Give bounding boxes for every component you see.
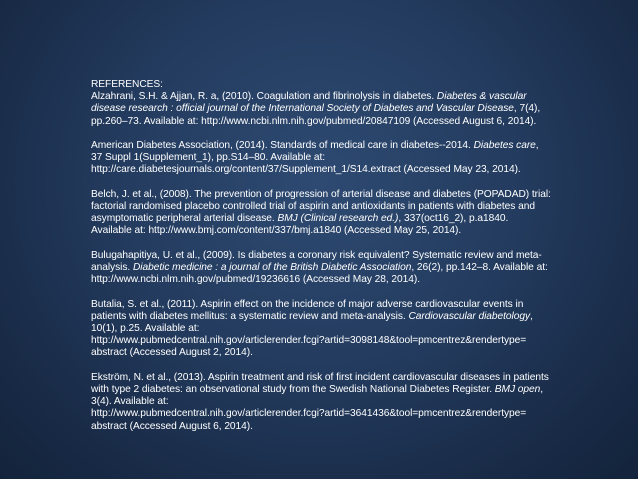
reference-entry-ekstrom <box>91 372 551 433</box>
references-text-block <box>91 79 551 433</box>
references-heading: REFERENCES: <box>91 79 163 90</box>
reference-text: , 337(oct16_2), p.a1840. Available at: http://www.bmj.com/content/337/bmj.a1840 (Accessed May 25, 2014). <box>91 213 509 237</box>
reference-text: Bulugahapitiya, U. et al., (2009). Is diabetes a coronary risk equivalent? Systematic review and meta-analysis. <box>91 249 542 273</box>
reference-text: Alzahrani, S.H. & Ajjan, R. a, (2010). Coagulation and fibrinolysis in diabetes. <box>91 91 437 103</box>
reference-journal: BMJ open <box>494 384 541 395</box>
reference-text: Ekström, N. et al., (2013). Aspirin treatment and risk of first incident cardiovascular diseases in patients with type 2 diabetes: an observational study from the Swedish National Diabetes Register. <box>91 371 549 395</box>
reference-text: , 7(4), pp.260–73. Available at: http://www.ncbi.nlm.nih.gov/pubmed/20847109 (Accessed August 6, 2014). <box>91 103 541 127</box>
reference-text: abstract (Accessed August 2, 2014). <box>91 347 253 359</box>
reference-entry-belch <box>91 189 551 238</box>
reference-journal: Diabetic medicine : a journal of the British Diabetic Association <box>132 262 412 273</box>
reference-entry-ada <box>91 140 551 177</box>
reference-journal: Diabetes care <box>473 140 536 151</box>
reference-entry-bulugahapitiya <box>91 250 551 287</box>
reference-text: , 10(1), p.25. Available at: <box>91 310 533 334</box>
reference-url: http://www.pubmedcentral.nih.gov/articlerender.fcgi?artid=3098148&tool=pmcentrez&rendertype= <box>91 335 527 347</box>
reference-journal: BMJ (Clinical research ed.) <box>277 213 399 225</box>
reference-text: Belch, J. et al., (2008). The prevention of progression of arterial disease and diabetes (POPADAD) trial: factorial randomised placebo controlled trial of aspirin and antioxidants in patients with diabetes and asymptomatic peripheral arterial disease. <box>91 188 551 225</box>
reference-text: , 26(2), pp.142–8. Available at: http://www.ncbi.nlm.nih.gov/pubmed/19236616 (Accessed May 28, 2014). <box>91 262 548 286</box>
reference-url: http://www.pubmedcentral.nih.gov/articlerender.fcgi?artid=3641436&tool=pmcentrez&rendertype= <box>91 408 527 420</box>
reference-text: , 3(4). Available at: <box>91 384 544 408</box>
reference-text: Butalia, S. et al., (2011). Aspirin effect on the incidence of major adverse cardiovascular events in patients with diabetes mellitus: a systematic review and meta-analysis. <box>91 298 524 322</box>
reference-journal: Cardiovascular diabetology <box>408 310 531 322</box>
reference-text: abstract (Accessed August 6, 2014). <box>91 420 253 432</box>
reference-entry-alzahrani <box>91 91 551 128</box>
reference-entry-butalia <box>91 299 551 360</box>
reference-text: , 37 Suppl 1(Supplement_1), pp.S14–80. Available at: http://care.diabetesjournals.org/content/37/Supplement_1/S14.extract (Accessed May 23, 2014). <box>91 140 539 176</box>
reference-journal: Diabetes & vascular disease research : official journal of the International Society of Diabetes and Vascular Disease <box>91 91 527 115</box>
reference-text: American Diabetes Association, (2014). Standards of medical care in diabetes--2014. <box>91 140 474 151</box>
